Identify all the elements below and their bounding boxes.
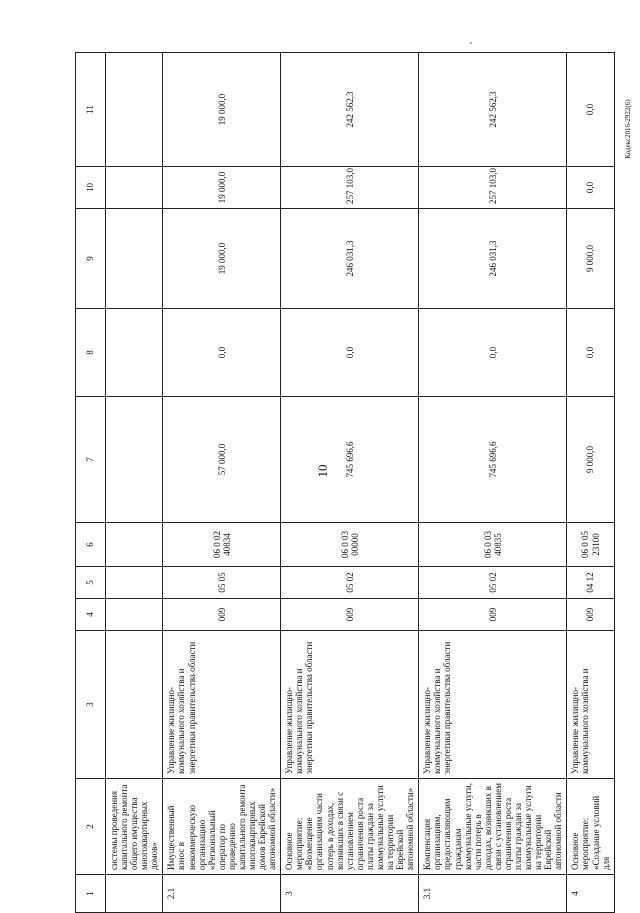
grbs-code: 009 — [281, 599, 419, 631]
amount-col9: 246 031,3 — [281, 209, 419, 309]
header-cell: 1 — [76, 875, 106, 913]
amount-col9: 9 000,0 — [567, 209, 614, 309]
executor: Управление жилищно-коммунального хозяйства и энергетики правительства области — [419, 631, 567, 779]
header-cell: 9 — [76, 209, 106, 309]
executor: Управление жилищно-коммунального хозяйства и — [567, 631, 614, 779]
table-row — [163, 53, 281, 913]
measure-name: системы проведения капитального ремонта общего имущества многоквартирных домов» — [106, 779, 163, 875]
budget-table-rotated — [75, 53, 611, 913]
row-number: 3.1 — [419, 875, 567, 913]
amount-col9: 246 031,3 — [419, 209, 567, 309]
target-article — [106, 523, 163, 567]
total-amount: 745 696,6 — [419, 397, 567, 523]
amount-col10: 19 000,0 — [163, 167, 281, 209]
target-article: 06 0 02 40834 — [163, 523, 281, 567]
header-cell: 7 — [76, 397, 106, 523]
amount-col11: 242 562,3 — [281, 53, 419, 167]
section-code: 05 05 — [163, 567, 281, 599]
amount-col8: 0,0 — [567, 309, 614, 397]
measure-name: Основное мероприятие: «Создание условий для — [567, 779, 614, 875]
table-row — [567, 53, 614, 913]
header-cell: 3 — [76, 631, 106, 779]
amount-col11: 0,0 — [567, 53, 614, 167]
total-amount: 9 000,0 — [567, 397, 614, 523]
header-cell: 8 — [76, 309, 106, 397]
row-number — [106, 875, 163, 913]
section-code: 05 02 — [281, 567, 419, 599]
executor — [106, 631, 163, 779]
executor: Управление жилищно-коммунального хозяйства и энергетики правительства области — [281, 631, 419, 779]
header-cell: 4 — [76, 599, 106, 631]
executor: Управление жилищно-коммунального хозяйства и энергетики правительства области — [163, 631, 281, 779]
section-code — [106, 567, 163, 599]
grbs-code: 009 — [163, 599, 281, 631]
total-amount — [106, 397, 163, 523]
amount-col11: 19 000,0 — [163, 53, 281, 167]
row-number: 4 — [567, 875, 614, 913]
table-row — [281, 53, 419, 913]
document-code: Кодекс2016-2922(6) — [624, 99, 632, 159]
section-code: 04 12 — [567, 567, 614, 599]
measure-name: Компенсация организациям, предоставляющим гражданам коммунальные услуги, части потерь в доходах, возникших в связи с установлением ограничения роста платы граждан за коммунальные услуги на территории Еврейской автономной области — [419, 779, 567, 875]
header-cell: 5 — [76, 567, 106, 599]
grbs-code: 009 — [567, 599, 614, 631]
table-row — [106, 53, 163, 913]
amount-col10: 257 103,0 — [419, 167, 567, 209]
row-number: 2.1 — [163, 875, 281, 913]
row-number: 3 — [281, 875, 419, 913]
target-article: 06 0 05 23100 — [567, 523, 614, 567]
header-cell: 10 — [76, 167, 106, 209]
amount-col8: 0,0 — [163, 309, 281, 397]
amount-col10: 0,0 — [567, 167, 614, 209]
amount-col9: 19 000,0 — [163, 209, 281, 309]
header-row — [76, 53, 106, 913]
amount-col11: 242 562,3 — [419, 53, 567, 167]
amount-col8 — [106, 309, 163, 397]
measure-name: Имущественный взнос в некоммерческую организацию «Региональный оператор по проведению капитального ремонта многоквартирных домов Еврейской автономной области» — [163, 779, 281, 875]
amount-col9 — [106, 209, 163, 309]
header-cell: 6 — [76, 523, 106, 567]
header-cell: 2 — [76, 779, 106, 875]
amount-col8: 0,0 — [419, 309, 567, 397]
header-cell: 11 — [76, 53, 106, 167]
target-article: 06 0 03 00000 — [281, 523, 419, 567]
total-amount: 745 696,6 — [281, 397, 419, 523]
table-row — [419, 53, 567, 913]
amount-col11 — [106, 53, 163, 167]
total-amount: 57 000,0 — [163, 397, 281, 523]
amount-col8: 0,0 — [281, 309, 419, 397]
section-code: 05 02 — [419, 567, 567, 599]
measure-name: Основное мероприятие: «Возмещение организациям части потерь в доходах, возникших в связи с установлением ограничения роста платы граждан за коммунальные услуги на территории Еврейской автономной области» — [281, 779, 419, 875]
grbs-code — [106, 599, 163, 631]
page-number: 10 — [315, 464, 330, 478]
scan-speck — [470, 42, 472, 44]
amount-col10: 257 103,0 — [281, 167, 419, 209]
target-article: 06 0 03 40835 — [419, 523, 567, 567]
amount-col10 — [106, 167, 163, 209]
budget-table — [75, 52, 615, 913]
grbs-code: 009 — [419, 599, 567, 631]
